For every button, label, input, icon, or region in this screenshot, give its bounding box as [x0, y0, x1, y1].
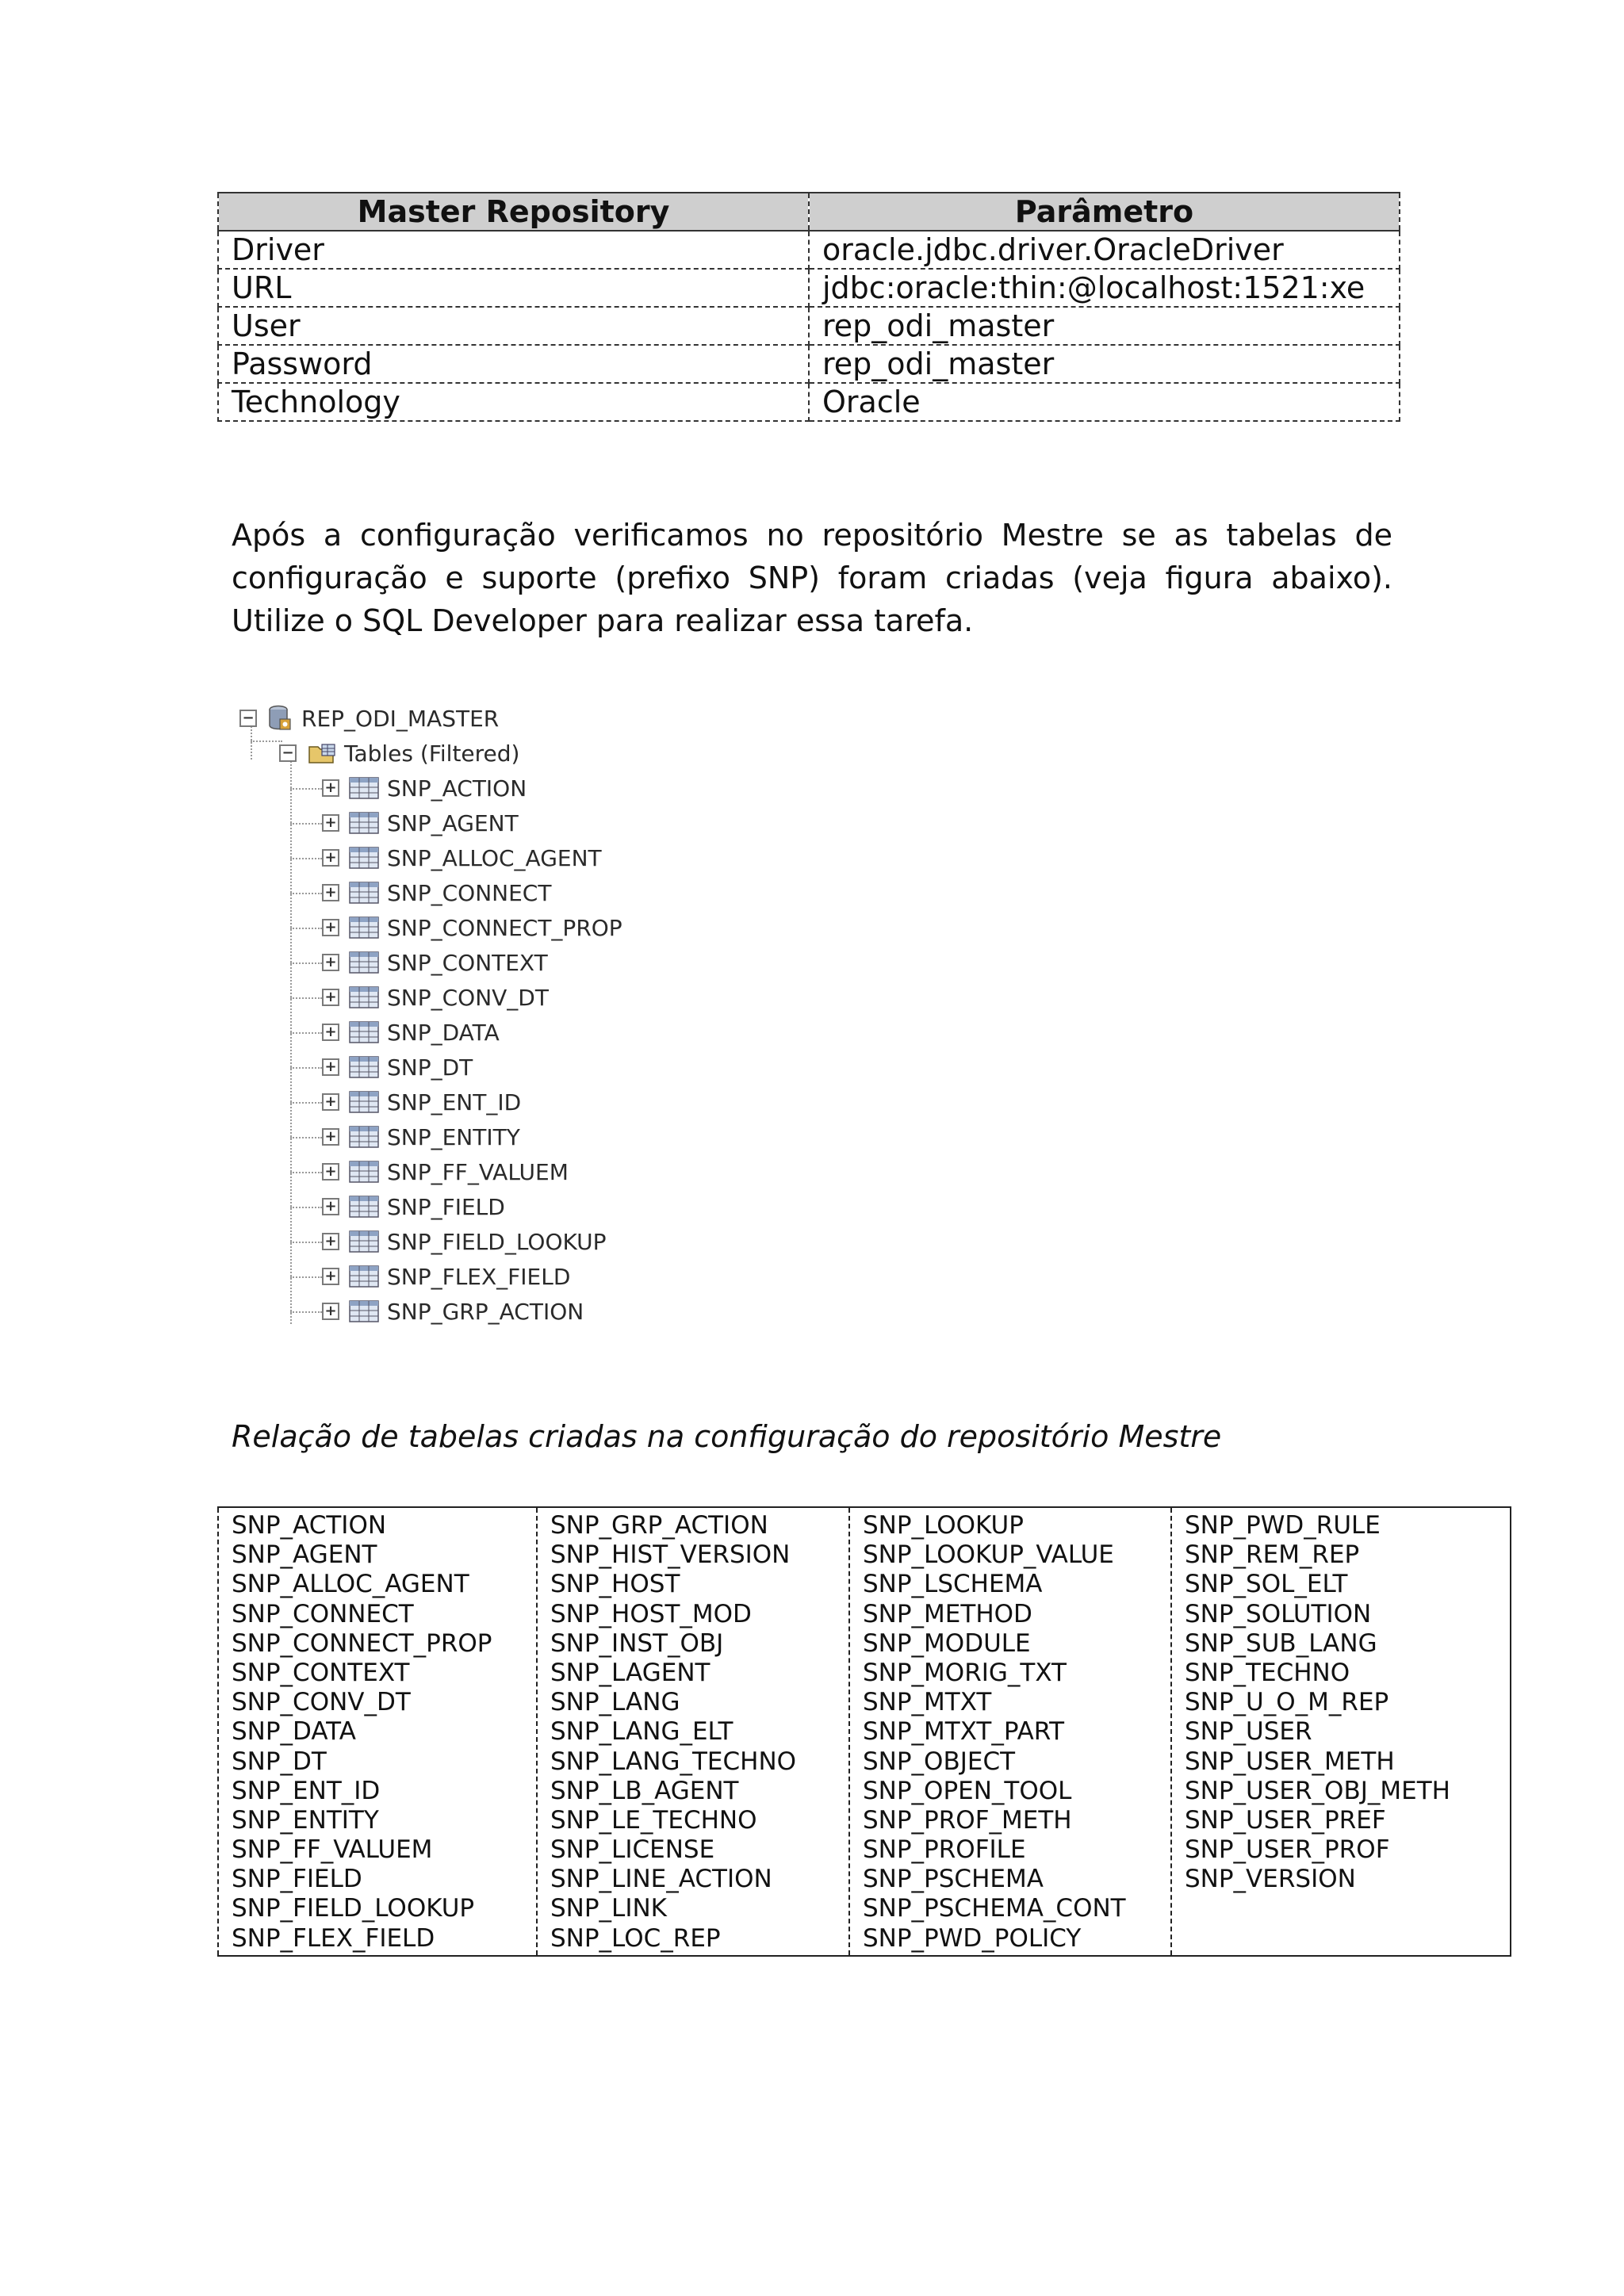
list-item: SNP_LOC_REP	[550, 1923, 721, 1953]
expand-icon[interactable]: +	[322, 1163, 339, 1181]
list-item: SNP_U_O_M_REP	[1185, 1688, 1389, 1717]
param-value: jdbc:oracle:thin:@localhost:1521:xe	[809, 269, 1400, 307]
table-row	[218, 231, 1400, 269]
table-icon	[349, 1161, 379, 1183]
folder-icon	[308, 742, 336, 764]
list-item: SNP_CONNECT	[232, 1599, 414, 1628]
tree-table-label: SNP_CONTEXT	[387, 949, 548, 976]
param-value: Oracle	[809, 383, 1400, 421]
list-item: SNP_LE_TECHNO	[550, 1805, 757, 1835]
tree-table-label: SNP_ACTION	[387, 775, 527, 802]
list-item: SNP_LOOKUP	[863, 1511, 1024, 1540]
tree-table-node[interactable]	[322, 772, 527, 804]
tables-column	[1171, 1507, 1511, 1956]
list-item: SNP_CONTEXT	[232, 1658, 410, 1687]
list-item: SNP_PROF_METH	[863, 1805, 1072, 1835]
table-icon	[349, 1056, 379, 1078]
list-item: SNP_PSCHEMA_CONT	[863, 1894, 1126, 1923]
list-item: SNP_HOST_MOD	[550, 1599, 752, 1628]
list-item: SNP_FF_VALUEM	[232, 1835, 433, 1865]
list-item: SNP_SOL_ELT	[1185, 1570, 1348, 1599]
list-item: SNP_MODULE	[863, 1628, 1031, 1658]
list-item: SNP_USER_PROF	[1185, 1835, 1390, 1865]
list-item: SNP_PWD_RULE	[1185, 1511, 1381, 1540]
tree-table-node[interactable]	[322, 912, 622, 943]
tables-column	[537, 1507, 849, 1956]
list-item: SNP_MTXT_PART	[863, 1717, 1065, 1747]
table-icon	[349, 951, 379, 974]
table-icon	[349, 916, 379, 939]
list-item: SNP_VERSION	[1185, 1865, 1356, 1894]
list-item: SNP_FLEX_FIELD	[232, 1923, 435, 1953]
list-item: SNP_ACTION	[232, 1511, 387, 1540]
column-header: Master Repository	[218, 193, 809, 231]
tables-column	[849, 1507, 1171, 1956]
expand-icon[interactable]: +	[322, 1303, 339, 1320]
list-item: SNP_OBJECT	[863, 1747, 1016, 1776]
expand-icon[interactable]: +	[322, 814, 339, 832]
table-icon	[349, 986, 379, 1008]
tree-table-node[interactable]	[322, 1051, 473, 1083]
tree-table-node[interactable]	[322, 1121, 520, 1153]
list-item: SNP_OPEN_TOOL	[863, 1776, 1072, 1805]
list-item: SNP_ENTITY	[232, 1805, 379, 1835]
param-value: rep_odi_master	[809, 345, 1400, 383]
list-item: SNP_METHOD	[863, 1599, 1032, 1628]
list-item: SNP_PWD_POLICY	[863, 1923, 1082, 1953]
table-icon	[349, 777, 379, 799]
list-item: SNP_ENT_ID	[232, 1776, 381, 1805]
tree-table-label: SNP_FLEX_FIELD	[387, 1263, 571, 1290]
tree-table-label: SNP_CONNECT	[387, 879, 552, 906]
list-item: SNP_CONV_DT	[232, 1688, 411, 1717]
param-name: URL	[218, 269, 809, 307]
tree-table-node[interactable]	[322, 807, 519, 839]
list-item: SNP_USER_OBJ_METH	[1185, 1776, 1450, 1805]
list-item: SNP_LSCHEMA	[863, 1570, 1043, 1599]
tree-table-label: SNP_CONNECT_PROP	[387, 914, 622, 941]
tree-table-label: SNP_FF_VALUEM	[387, 1158, 569, 1185]
list-item: SNP_USER_PREF	[1185, 1805, 1386, 1835]
tables-list-row	[218, 1507, 1511, 1956]
parameters-table	[217, 192, 1400, 422]
tree-table-label: SNP_FIELD_LOOKUP	[387, 1228, 607, 1255]
list-item: SNP_FIELD_LOOKUP	[232, 1894, 475, 1923]
list-item: SNP_DATA	[232, 1717, 356, 1747]
param-name: Technology	[218, 383, 809, 421]
body-paragraph: Após a configuração verificamos no repositório Mestre se as tabelas de configuração e suporte (prefixo SNP) foram criadas (veja figura abaixo). Utilize o SQL Developer para realizar essa tarefa.	[232, 518, 1392, 638]
list-item: SNP_INST_OBJ	[550, 1628, 724, 1658]
tree-table-node[interactable]	[322, 1261, 570, 1292]
tree-root-node[interactable]	[239, 702, 499, 734]
tree-table-label: SNP_CONV_DT	[387, 984, 549, 1011]
tree-table-node[interactable]	[322, 1016, 500, 1048]
list-item: SNP_SUB_LANG	[1185, 1628, 1377, 1658]
list-item: SNP_TECHNO	[1185, 1658, 1350, 1687]
collapse-icon[interactable]: −	[279, 744, 297, 762]
list-item: SNP_LINE_ACTION	[550, 1865, 772, 1894]
tables-column	[218, 1507, 537, 1956]
list-item: SNP_LANG_TECHNO	[550, 1747, 797, 1776]
list-item: SNP_MORIG_TXT	[863, 1658, 1067, 1687]
list-item: SNP_CONNECT_PROP	[232, 1628, 492, 1658]
tree-table-node[interactable]	[322, 1226, 607, 1257]
table-icon	[349, 882, 379, 904]
param-value: oracle.jdbc.driver.OracleDriver	[809, 231, 1400, 269]
table-row	[218, 307, 1400, 345]
list-item: SNP_HIST_VERSION	[550, 1540, 791, 1570]
tree-table-node[interactable]	[322, 877, 551, 909]
list-item: SNP_HOST	[550, 1570, 680, 1599]
list-item: SNP_USER	[1185, 1717, 1312, 1747]
expand-icon[interactable]: +	[322, 1128, 339, 1146]
table-icon	[349, 847, 379, 869]
list-item: SNP_PROFILE	[863, 1835, 1026, 1865]
tree-root-label: REP_ODI_MASTER	[301, 705, 500, 732]
tree-table-node[interactable]	[322, 1086, 521, 1118]
tree-folder-node[interactable]	[279, 737, 519, 769]
list-item: SNP_FIELD	[232, 1865, 362, 1894]
table-icon	[349, 1300, 379, 1322]
table-icon	[349, 1091, 379, 1113]
column-header: Parâmetro	[809, 193, 1400, 231]
list-item: SNP_PSCHEMA	[863, 1865, 1044, 1894]
list-item: SNP_AGENT	[232, 1540, 377, 1570]
tree-table-label: SNP_FIELD	[387, 1193, 505, 1220]
table-icon	[349, 812, 379, 834]
tree-table-node[interactable]	[322, 842, 602, 874]
tables-list	[217, 1506, 1511, 1957]
expand-icon[interactable]: +	[322, 1233, 339, 1250]
tree-table-node[interactable]	[322, 1156, 569, 1188]
list-item: SNP_GRP_ACTION	[550, 1511, 768, 1540]
table-icon	[349, 1196, 379, 1218]
param-name: Password	[218, 345, 809, 383]
list-item: SNP_LANG_ELT	[550, 1717, 733, 1747]
database-icon	[268, 705, 292, 732]
table-icon	[349, 1126, 379, 1148]
table-row	[218, 269, 1400, 307]
list-item: SNP_MTXT	[863, 1688, 992, 1717]
table-row	[218, 383, 1400, 421]
list-item: SNP_LICENSE	[550, 1835, 715, 1865]
list-item: SNP_DT	[232, 1747, 327, 1776]
table-row	[218, 345, 1400, 383]
tree-table-node[interactable]	[322, 1191, 505, 1223]
expand-icon[interactable]: +	[322, 989, 339, 1006]
table-icon	[349, 1265, 379, 1288]
expand-icon[interactable]: +	[322, 919, 339, 936]
tree-table-label: SNP_AGENT	[387, 809, 519, 836]
expand-icon[interactable]: +	[322, 884, 339, 901]
figure-caption: Relação de tabelas criadas na configuração do repositório Mestre	[232, 1419, 1222, 1454]
collapse-icon[interactable]: −	[239, 710, 257, 727]
tree-table-label: SNP_DATA	[387, 1019, 500, 1046]
list-item: SNP_LANG	[550, 1688, 680, 1717]
tree-table-label: SNP_DT	[387, 1054, 473, 1081]
expand-icon[interactable]: +	[322, 849, 339, 867]
tree-table-label: SNP_GRP_ACTION	[387, 1298, 584, 1325]
expand-icon[interactable]: +	[322, 1058, 339, 1076]
param-name: User	[218, 307, 809, 345]
expand-icon[interactable]: +	[322, 1268, 339, 1285]
parameters-table-header	[218, 193, 1400, 231]
list-item: SNP_USER_METH	[1185, 1747, 1395, 1776]
expand-icon[interactable]: +	[322, 1198, 339, 1215]
tree-table-node[interactable]	[322, 982, 549, 1013]
list-item: SNP_SOLUTION	[1185, 1599, 1372, 1628]
list-item: SNP_LINK	[550, 1894, 667, 1923]
table-icon	[349, 1230, 379, 1253]
list-item: SNP_LAGENT	[550, 1658, 710, 1687]
list-item: SNP_REM_REP	[1185, 1540, 1360, 1570]
tree-table-label: SNP_ENTITY	[387, 1123, 520, 1150]
tree-folder-label: Tables (Filtered)	[344, 740, 520, 767]
expand-icon[interactable]: +	[322, 1093, 339, 1111]
expand-icon[interactable]: +	[322, 779, 339, 797]
tree-table-node[interactable]	[322, 1295, 584, 1327]
list-item: SNP_LB_AGENT	[550, 1776, 739, 1805]
expand-icon[interactable]: +	[322, 954, 339, 971]
tree-table-label: SNP_ENT_ID	[387, 1089, 522, 1115]
tree-table-label: SNP_ALLOC_AGENT	[387, 844, 602, 871]
list-item: SNP_ALLOC_AGENT	[232, 1570, 469, 1599]
list-item: SNP_LOOKUP_VALUE	[863, 1540, 1114, 1570]
table-icon	[349, 1021, 379, 1043]
param-name: Driver	[218, 231, 809, 269]
expand-icon[interactable]: +	[322, 1024, 339, 1041]
tree-table-node[interactable]	[322, 947, 548, 978]
schema-tree	[235, 702, 647, 1337]
param-value: rep_odi_master	[809, 307, 1400, 345]
